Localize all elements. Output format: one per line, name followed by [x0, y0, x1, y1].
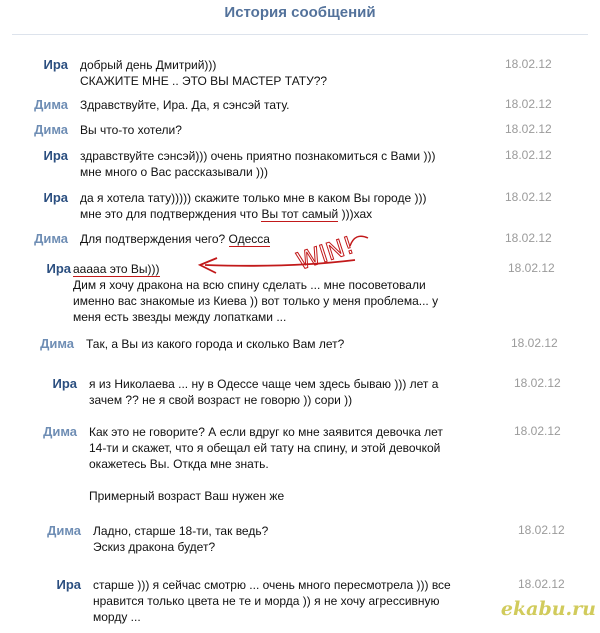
message-line: добрый день Дмитрий))) — [80, 58, 217, 72]
message-line: зачем ?? не я свой возраст не говорю )) сори )) — [89, 393, 353, 407]
annotation-text: WIN! — [293, 231, 358, 276]
message-date: 18.02.12 — [518, 577, 565, 591]
message-line: морду ... — [93, 610, 141, 624]
message-sender: Дима — [34, 122, 68, 137]
message-sender: Дима — [40, 336, 74, 351]
message-line: мне много о Вас рассказывали ))) — [80, 165, 269, 179]
message-date: 18.02.12 — [514, 424, 561, 438]
watermark: ekabu.ru — [500, 598, 596, 620]
message-sender: Ира — [43, 148, 68, 163]
message-line: Так, а Вы из какого города и сколько Вам лет? — [86, 337, 345, 351]
message-date: 18.02.12 — [514, 376, 561, 390]
message-date: 18.02.12 — [505, 57, 552, 71]
message-sender: Дима — [34, 231, 68, 246]
message-date: 18.02.12 — [505, 231, 552, 245]
message-line-text: Для подтверждения чего? — [80, 232, 229, 246]
message-date: 18.02.12 — [518, 523, 565, 537]
message-line: Эскиз дракона будет? — [93, 540, 216, 554]
message-line: СКАЖИТЕ МНЕ .. ЭТО ВЫ МАСТЕР ТАТУ?? — [80, 74, 328, 88]
message-line-tail: )))хах — [338, 207, 373, 221]
message-date: 18.02.12 — [505, 122, 552, 136]
message-line-text: мне это для подтверждения что — [80, 207, 262, 221]
message-line: здравствуйте сэнсэй))) очень приятно познакомиться с Вами ))) — [80, 149, 436, 163]
message-line: Вы что-то хотели? — [80, 123, 182, 137]
message-line: да я хотела тату))))) скажите только мне в каком Вы городе ))) — [80, 191, 427, 205]
message-line: нравится только цвета не те и морда )) я не хочу агрессивную — [93, 594, 440, 608]
message-line: меня есть звезды между лопатками ... — [73, 310, 287, 324]
underlined-phrase: ааааа это Вы))) — [73, 262, 160, 276]
message-line: именно вас знакомые из Киева )) вот только у меня проблема... у — [73, 294, 439, 308]
message-line: Дим я хочу дракона на всю спину сделать ... мне посоветовали — [73, 278, 426, 292]
message-date: 18.02.12 — [511, 336, 558, 350]
message-line: Примерный возраст Ваш нужен же — [89, 489, 285, 503]
message-sender: Дима — [47, 523, 81, 538]
message-sender: Ира — [46, 261, 71, 276]
message-sender: Ира — [43, 190, 68, 205]
message-sender: Ира — [56, 577, 81, 592]
underlined-phrase: Вы тот самый — [261, 207, 339, 221]
page-title: История сообщений — [224, 4, 376, 21]
message-date: 18.02.12 — [505, 190, 552, 204]
message-line: старше ))) я сейчас смотрю ... очень много пересмотрела ))) все — [93, 578, 451, 592]
message-date: 18.02.12 — [505, 148, 552, 162]
message-line: Здравствуйте, Ира. Да, я сэнсэй тату. — [80, 98, 290, 112]
message-sender: Ира — [43, 57, 68, 72]
message-date: 18.02.12 — [508, 261, 555, 275]
message-sender: Ира — [52, 376, 77, 391]
message-date: 18.02.12 — [505, 97, 552, 111]
message-line: окажетесь Вы. Откда мне знать. — [89, 457, 269, 471]
message-line: 14-ти и скажет, что я обещал ей тату на спину, и этой девочкой — [89, 441, 441, 455]
message-sender: Дима — [34, 97, 68, 112]
message-line: я из Николаева ... ну в Одессе чаще чем здесь бываю ))) лет а — [89, 377, 439, 391]
underlined-phrase: Одесса — [228, 232, 270, 246]
message-line: Как это не говорите? А если вдруг ко мне заявится девочка лет — [89, 425, 443, 439]
message-sender: Дима — [43, 424, 77, 439]
message-line: Ладно, старше 18-ти, так ведь? — [93, 524, 269, 538]
